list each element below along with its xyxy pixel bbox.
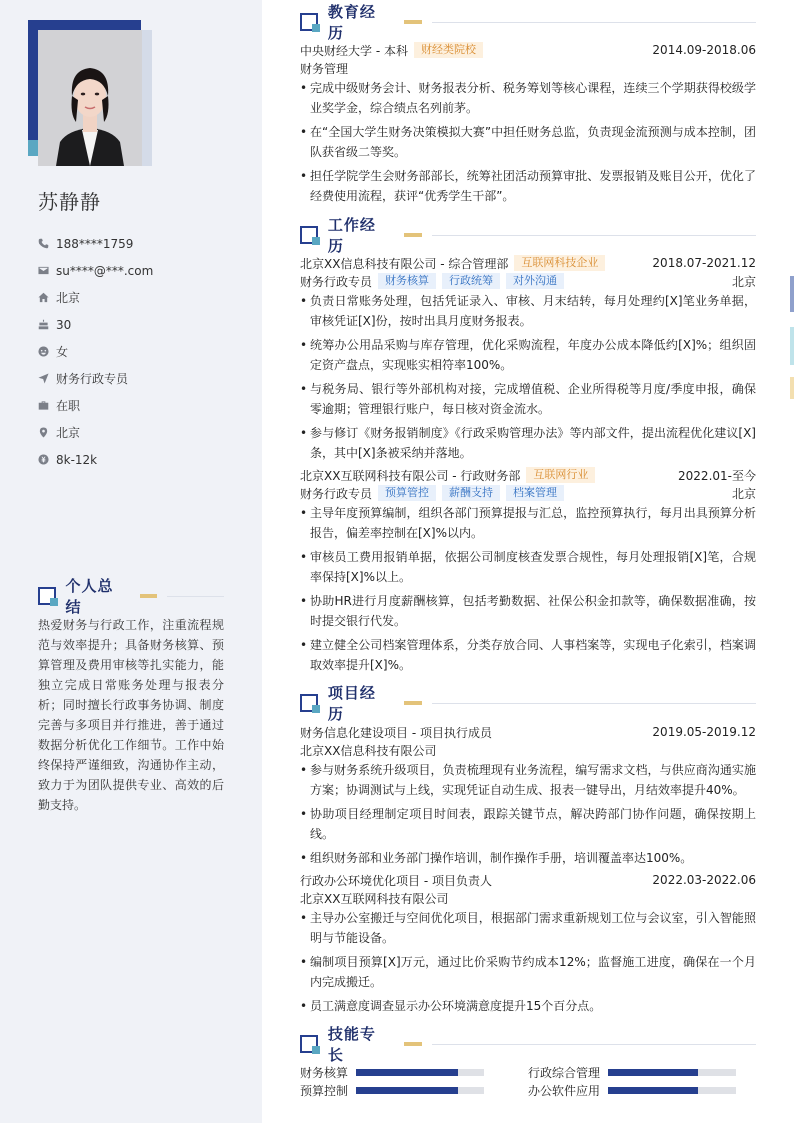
project-2 bbox=[300, 871, 756, 1020]
project-org-row bbox=[300, 741, 756, 759]
skill-tag: 预算管控 bbox=[378, 485, 436, 501]
info-phone bbox=[38, 230, 153, 257]
company-tag: 互联网科技企业 bbox=[514, 255, 605, 271]
cake-icon bbox=[38, 319, 56, 330]
section-accent-bar bbox=[404, 233, 422, 237]
phone-icon bbox=[38, 238, 56, 249]
job-role: 财务行政专员 bbox=[300, 486, 373, 501]
project-date: 2022.03-2022.06 bbox=[652, 873, 756, 887]
skill-tag: 档案管理 bbox=[506, 485, 564, 501]
list-item: • 与税务局、银行等外部机构对接，完成增值税、企业所得税等月度/季度申报，确保零逾期；管理银行账户，每日核对资金流水。 bbox=[300, 379, 756, 419]
skill-label: 预算控制 bbox=[300, 1083, 349, 1098]
info-email bbox=[38, 257, 153, 284]
skill-label: 行政综合管理 bbox=[528, 1065, 601, 1080]
list-item: • 参与财务系统升级项目，负责梳理现有业务流程，编写需求文档，与供应商沟通实施方案；协调测试与上线，实现凭证自动生成、报表一键导出，月结效率提升40%。 bbox=[300, 760, 756, 800]
list-item: • 审核员工费用报销单据，依据公司制度核查发票合规性，每月处理报销[X]笔，合规率保持[X]%以上。 bbox=[300, 547, 756, 587]
skill-bar-fill bbox=[608, 1087, 698, 1094]
list-item: • 协助HR进行月度薪酬核算，包括考勤数据、社保公积金扣款等，确保数据准确，按时提交银行代发。 bbox=[300, 591, 756, 631]
company-name: 北京XX信息科技有限公司 - 综合管理部 bbox=[300, 256, 509, 271]
list-item: • 组织财务部和业务部门操作培训，制作操作手册，培训覆盖率达100%。 bbox=[300, 848, 756, 868]
position-text: 财务行政专员 bbox=[56, 372, 129, 386]
skill-tag: 财务核算 bbox=[378, 273, 436, 289]
skill-row bbox=[300, 1081, 756, 1099]
skill-bar bbox=[356, 1087, 484, 1094]
job-date: 2022.01-至今 bbox=[678, 468, 756, 483]
section-accent-bar bbox=[404, 1042, 422, 1046]
project-name: 财务信息化建设项目 - 项目执行成员 bbox=[300, 725, 492, 740]
education-section bbox=[300, 41, 756, 210]
company-name: 北京XX互联网科技有限公司 - 行政财务部 bbox=[300, 468, 521, 483]
profile-photo-frame bbox=[28, 20, 152, 166]
home-icon bbox=[38, 292, 56, 303]
list-item: • 完成中级财务会计、财务报表分析、税务筹划等核心课程，连续三个学期获得校级学业奖学金，综合绩点名列前茅。 bbox=[300, 78, 756, 118]
project-bullets bbox=[300, 760, 756, 868]
profile-photo bbox=[38, 30, 142, 166]
skill-item bbox=[528, 1064, 756, 1081]
job-role: 财务行政专员 bbox=[300, 274, 373, 289]
send-icon bbox=[38, 373, 56, 384]
job-header-row bbox=[300, 466, 756, 484]
skill-item bbox=[300, 1082, 528, 1099]
edge-marker bbox=[790, 327, 794, 365]
skill-item bbox=[528, 1082, 756, 1099]
section-square-icon bbox=[300, 226, 318, 244]
summary-text: 热爱财务与行政工作，注重流程规范与效率提升；具备财务核算、预算管理及费用审核等扎实能力，能独立完成日常账务处理与报表分析；同时擅长行政事务协调、制度完善与多项目并行推进，善于通过数据分析优化工作细节。工作中始终保持严谨细致，沟通协作主动，致力于为团队提供专业、高效的后勤支持。 bbox=[38, 618, 224, 812]
section-divider bbox=[432, 1044, 756, 1045]
section-accent-bar bbox=[140, 594, 158, 598]
job-role-row bbox=[300, 484, 756, 502]
email-icon bbox=[38, 265, 56, 276]
salary-icon bbox=[38, 454, 56, 465]
skill-tag: 薪酬支持 bbox=[442, 485, 500, 501]
project-1 bbox=[300, 723, 756, 872]
skills-title: 技能专长 bbox=[327, 1025, 376, 1064]
info-age bbox=[38, 311, 153, 338]
sidebar bbox=[0, 0, 262, 1123]
project-header-row bbox=[300, 723, 756, 741]
skill-label: 办公软件应用 bbox=[528, 1083, 601, 1098]
work-job-1 bbox=[300, 254, 756, 467]
skill-bar bbox=[356, 1069, 484, 1076]
status-text: 在职 bbox=[56, 399, 81, 413]
project-org: 北京XX信息科技有限公司 bbox=[300, 743, 437, 758]
list-item: • 员工满意度调查显示办公环境满意度提升15个百分点。 bbox=[300, 996, 756, 1016]
section-divider bbox=[167, 596, 224, 597]
major: 财务管理 bbox=[300, 61, 349, 76]
skills-section-header bbox=[300, 1025, 756, 1064]
info-gender bbox=[38, 338, 153, 365]
list-item: • 建立健全公司档案管理体系，分类存放合同、人事档案等，实现电子化索引，档案调取效率提升[X]%。 bbox=[300, 635, 756, 675]
gender-text: 女 bbox=[56, 345, 69, 359]
education-section-header bbox=[300, 3, 756, 42]
skill-bar bbox=[608, 1087, 736, 1094]
location-icon bbox=[38, 427, 56, 438]
education-header-row bbox=[300, 41, 756, 59]
location-text: 北京 bbox=[56, 426, 81, 440]
info-status bbox=[38, 392, 153, 419]
company-tag: 互联网行业 bbox=[526, 467, 595, 483]
info-salary bbox=[38, 446, 153, 473]
work-title: 工作经历 bbox=[327, 216, 376, 255]
job-date: 2018.07-2021.12 bbox=[652, 256, 756, 270]
skill-tag: 对外沟通 bbox=[506, 273, 564, 289]
project-date: 2019.05-2019.12 bbox=[652, 725, 756, 739]
list-item: • 担任学院学生会财务部部长，统筹社团活动预算审批、发票报销及账目公开，优化了经费使用流程，获评“优秀学生干部”。 bbox=[300, 166, 756, 206]
edge-marker bbox=[790, 377, 794, 399]
project-org: 北京XX互联网科技有限公司 bbox=[300, 891, 449, 906]
list-item: • 在“全国大学生财务决策模拟大赛”中担任财务总监，负责现金流预测与成本控制，团队获省级二等奖。 bbox=[300, 122, 756, 162]
school-name: 中央财经大学 - 本科 bbox=[300, 43, 408, 58]
job-city: 北京 bbox=[731, 486, 756, 501]
education-major-row bbox=[300, 59, 756, 77]
gender-icon bbox=[38, 346, 56, 357]
education-date: 2014.09-2018.06 bbox=[652, 43, 756, 57]
section-divider bbox=[432, 22, 756, 23]
section-accent-bar bbox=[404, 701, 422, 705]
work-section-header bbox=[300, 216, 756, 255]
info-position bbox=[38, 365, 153, 392]
skill-item bbox=[300, 1064, 528, 1081]
skill-label: 财务核算 bbox=[300, 1065, 349, 1080]
summary-title: 个人总结 bbox=[65, 577, 114, 616]
school-tag: 财经类院校 bbox=[414, 42, 483, 58]
hometown-text: 北京 bbox=[56, 291, 81, 305]
job-role-row bbox=[300, 272, 756, 290]
list-item: • 主导年度预算编制，组织各部门预算提报与汇总，监控预算执行，每月出具预算分析报告，偏差率控制在[X]%以内。 bbox=[300, 503, 756, 543]
section-square-icon bbox=[300, 694, 318, 712]
list-item: • 负责日常账务处理，包括凭证录入、审核、月末结转，每月处理约[X]笔业务单据，审核凭证[X]份，按时出具月度财务报表。 bbox=[300, 291, 756, 331]
project-bullets bbox=[300, 908, 756, 1016]
job-bullets bbox=[300, 291, 756, 463]
skill-tag: 行政统筹 bbox=[442, 273, 500, 289]
skill-bar bbox=[608, 1069, 736, 1076]
education-title: 教育经历 bbox=[327, 3, 376, 42]
project-org-row bbox=[300, 889, 756, 907]
section-square-icon bbox=[38, 587, 56, 605]
skill-bar-fill bbox=[356, 1087, 458, 1094]
candidate-name: 苏静静 bbox=[38, 190, 101, 214]
info-hometown bbox=[38, 284, 153, 311]
summary-section-header bbox=[38, 577, 224, 616]
contact-info-list bbox=[38, 230, 153, 473]
job-header-row bbox=[300, 254, 756, 272]
age-text: 30 bbox=[56, 317, 72, 332]
portrait-image bbox=[38, 30, 142, 166]
email-text: su****@***.com bbox=[56, 263, 154, 278]
skills-list bbox=[300, 1063, 756, 1099]
salary-text: 8k-12k bbox=[56, 452, 98, 467]
edge-marker bbox=[790, 276, 794, 312]
section-divider bbox=[432, 703, 756, 704]
info-location bbox=[38, 419, 153, 446]
list-item: • 编制项目预算[X]万元，通过比价采购节约成本12%；监督施工进度，确保在一个月内完成搬迁。 bbox=[300, 952, 756, 992]
job-bullets bbox=[300, 503, 756, 675]
project-header-row bbox=[300, 871, 756, 889]
skill-bar-fill bbox=[356, 1069, 458, 1076]
briefcase-icon bbox=[38, 400, 56, 411]
section-divider bbox=[432, 235, 756, 236]
list-item: • 参与修订《财务报销制度》《行政采购管理办法》等内部文件，提出流程优化建议[X]条，其中[X]条被采纳并落地。 bbox=[300, 423, 756, 463]
skill-bar-fill bbox=[608, 1069, 698, 1076]
section-square-icon bbox=[300, 1035, 318, 1053]
education-bullets bbox=[300, 78, 756, 206]
section-square-icon bbox=[300, 13, 318, 31]
projects-title: 项目经历 bbox=[327, 684, 376, 723]
project-name: 行政办公环境优化项目 - 项目负责人 bbox=[300, 873, 492, 888]
list-item: • 主导办公室搬迁与空间优化项目，根据部门需求重新规划工位与会议室，引入智能照明与节能设备。 bbox=[300, 908, 756, 948]
job-city: 北京 bbox=[731, 274, 756, 289]
list-item: • 协助项目经理制定项目时间表，跟踪关键节点，解决跨部门协作问题，确保按期上线。 bbox=[300, 804, 756, 844]
section-accent-bar bbox=[404, 20, 422, 24]
skill-row bbox=[300, 1063, 756, 1081]
phone-text: 188****1759 bbox=[56, 236, 134, 251]
list-item: • 统筹办公用品采购与库存管理，优化采购流程，年度办公成本降低约[X]%；组织固定资产盘点，实现账实相符率100%。 bbox=[300, 335, 756, 375]
projects-section-header bbox=[300, 684, 756, 723]
work-job-2 bbox=[300, 466, 756, 679]
